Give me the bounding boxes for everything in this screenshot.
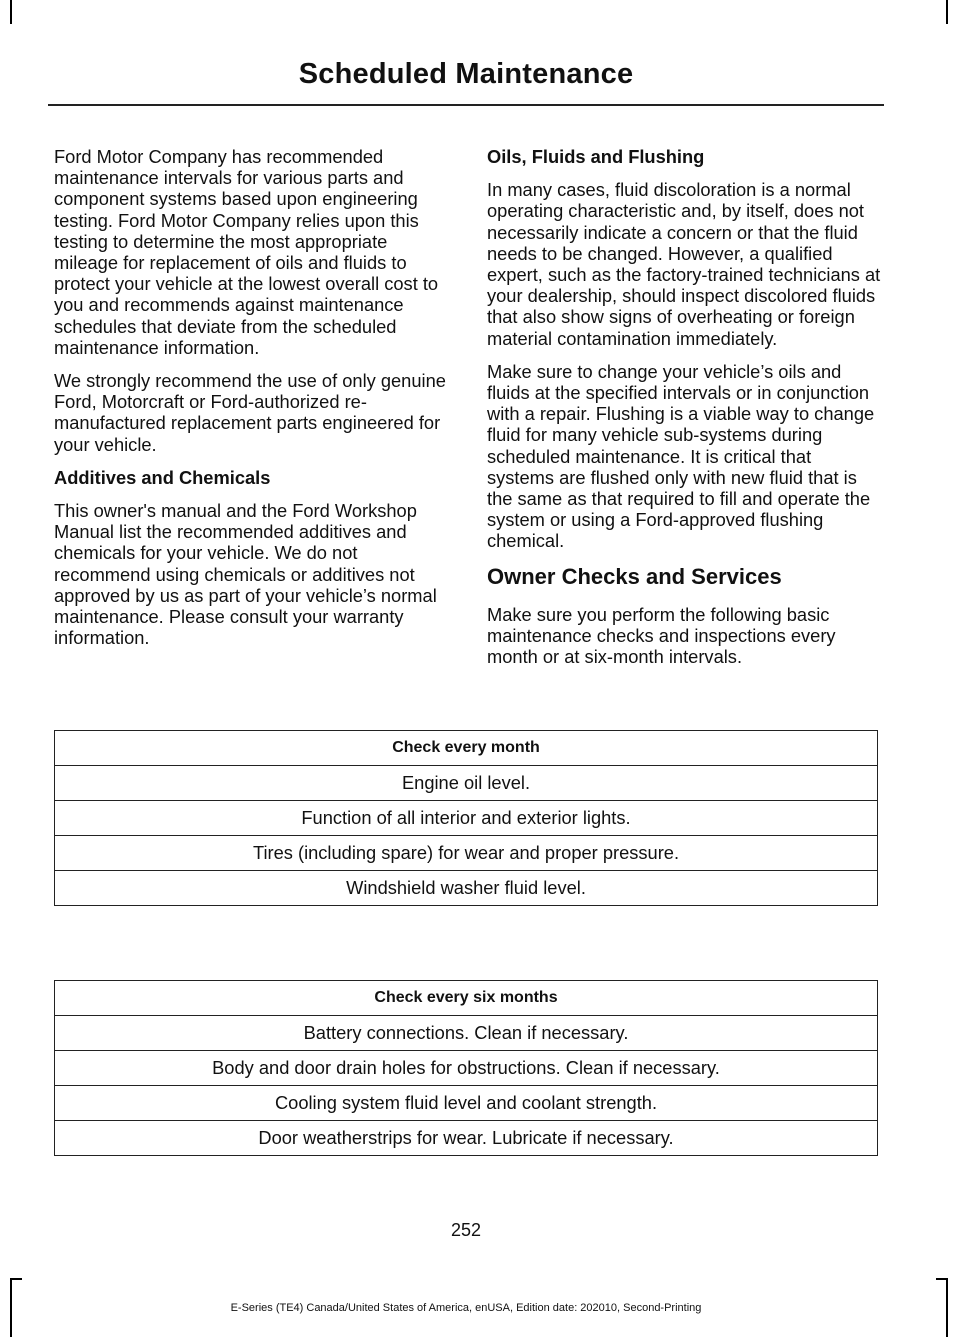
crop-mark-bottom-left-h [10,1278,22,1280]
table-row [55,801,878,836]
table-cell: Door weatherstrips for wear. Lubricate if necessary. [55,1121,878,1156]
table-row [55,1016,878,1051]
table-row [55,871,878,906]
table-row [55,836,878,871]
discoloration-paragraph: In many cases, fluid discoloration is a normal operating characteristic and, by itself, does not necessarily indicate a concern or that the fluid needs to be changed. However, a qualified expert, such as the factory-trained technicians at your dealership, should inspect discolored fluids that also show signs of overheating or foreign material contamination immediately. [487,179,881,349]
table-cell: Tires (including spare) for wear and proper pressure. [55,836,878,871]
footer-edition: E-Series (TE4) Canada/United States of America, enUSA, Edition date: 202010, Second-Printing [230,1302,702,1314]
additives-heading: Additives and Chemicals [54,466,271,488]
table-cell: Cooling system fluid level and coolant strength. [55,1086,878,1121]
owner-checks-heading: Owner Checks and Services [487,563,782,589]
owner-checks-paragraph: Make sure you perform the following basic maintenance checks and inspections every month or at six-month intervals. [487,603,836,668]
table-header: Check every month [55,731,878,766]
table-row [55,1121,878,1156]
intro-paragraph: Ford Motor Company has recommended maintenance intervals for various parts and component systems based upon engineering testing. Ford Motor Company relies upon this testing to determine the most appropriate mileage for replacement of oils and fluids to protect your vehicle at the lowest overall cost to you and recommends against maintenance schedules that deviate from the scheduled maintenance information. [54,146,439,358]
table-cell: Windshield washer fluid level. [55,871,878,906]
page-title: Scheduled Maintenance [298,58,634,90]
monthly-check-table [54,730,878,906]
table-row [55,1086,878,1121]
crop-mark-top-left [10,0,12,24]
right-column [487,146,881,679]
page-number: 252 [450,1220,482,1240]
flushing-paragraph: Make sure to change your vehicle’s oils and fluids at the specified intervals or in conjunction with a repair. Flushing is a viable way to change fluid for many vehicle sub-systems during scheduled maintenance. It is critical that systems are flushed only with new fluid that is the same as that required to fill and operate the system or using a Ford-approved flushing chemical. [487,360,875,552]
table-header: Check every six months [55,981,878,1016]
additives-paragraph: This owner's manual and the Ford Workshop Manual list the recommended additives and chemicals for your vehicle. We do not recommend using chemicals or additives not approved by us as part of your vehicle’s normal maintenance. Please consult your warranty information. [54,500,437,649]
oils-fluids-heading: Oils, Fluids and Flushing [487,146,705,167]
table-cell: Function of all interior and exterior lights. [55,801,878,836]
crop-mark-bottom-right-h [936,1278,948,1280]
genuine-parts-paragraph: We strongly recommend the use of only genuine Ford, Motorcraft or Ford-authorized re-manufactured replacement parts engineered for your vehicle. [54,370,446,455]
table-cell: Battery connections. Clean if necessary. [55,1016,878,1051]
crop-mark-bottom-right [946,1278,948,1337]
header-divider [48,104,884,106]
six-month-check-table [54,980,878,1156]
table-cell: Body and door drain holes for obstructions. Clean if necessary. [55,1051,878,1086]
left-column [54,146,448,660]
table-row [55,766,878,801]
table-cell: Engine oil level. [55,766,878,801]
crop-mark-top-right [946,0,948,24]
table-row [55,1051,878,1086]
